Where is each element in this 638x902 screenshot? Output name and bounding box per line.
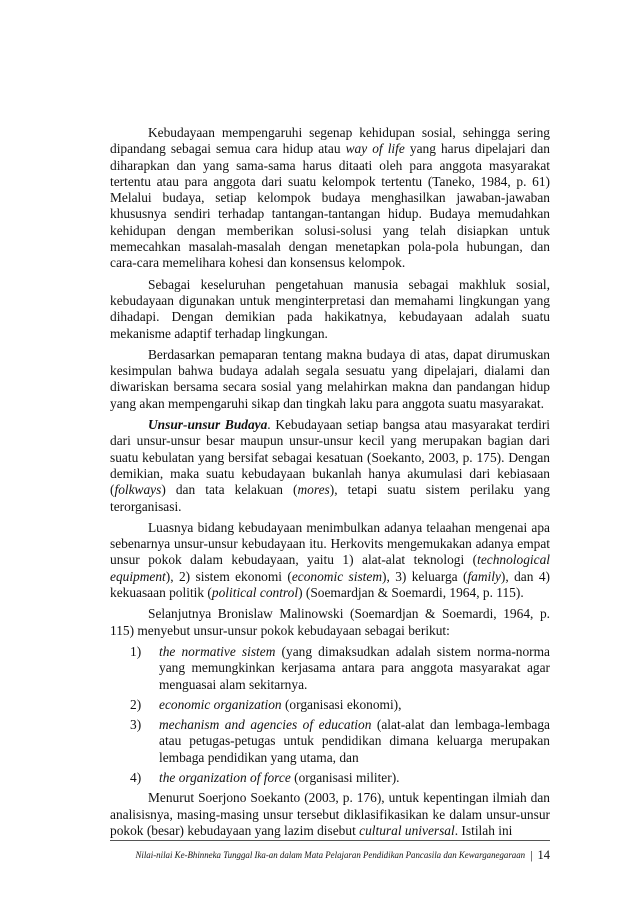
list-number: 2): [130, 696, 142, 712]
list-number: 3): [130, 717, 142, 733]
numbered-list: [110, 644, 550, 786]
italic-term: folkways: [114, 482, 162, 498]
paragraph-4: [110, 417, 550, 515]
text: ), dan 4) kekuasaan politik (: [110, 568, 550, 601]
italic-term: political control: [211, 585, 299, 601]
paragraph-2: Sebagai keseluruhan pengetahuan manusia sebagai makhluk sosial, kebudayaan digunakan untuk menginterpretasi dan memahami lingkungan yang dihadapi. Dengan demikian pada hakikatnya, kebudayaan adalah suatu mekanisme adaptif terhadap lingkungan.: [110, 276, 550, 341]
text: ), tetapi suatu sistem perilaku yang terorganisasi.: [110, 482, 550, 514]
list-item: [110, 697, 550, 713]
footer-separator: |: [530, 847, 533, 862]
list-text: (yang dimaksudkan adalah sistem norma-norma yang memungkinkan kerjasama antara para anggota masyarakat agar menguasai alam sekitarnya.: [159, 643, 550, 692]
text: ), 3) keluarga (: [382, 568, 468, 584]
italic-term: economic sistem: [291, 568, 382, 584]
italic-term: technological equipment: [110, 552, 550, 584]
italic-term: mechanism and agencies of education: [159, 717, 372, 733]
text: . Kebudayaan setiap bangsa atau masyarakat terdiri dari unsur-unsur besar maupun unsur-unsur kecil yang merupakan bagian dari suatu kebulatan yang bersifat sebagai kesatuan (Soekanto, 2003, p. 175). Dengan demikian, maka suatu kebudayaan bukanlah hanya akumulasi dari kebiasaan (: [110, 417, 551, 498]
italic-term: the organization of force: [159, 769, 291, 785]
paragraph-5: [110, 520, 550, 601]
list-text: (organisasi militer).: [290, 769, 400, 785]
paragraph-1: [110, 125, 550, 272]
text: ), 2) sistem ekonomi (: [165, 568, 292, 584]
page-number: 14: [537, 847, 550, 862]
footer-title: Nilai-nilai Ke-Bhinneka Tunggal Ika-an dalam Mata Pelajaran Pendidikan Pancasila dan Kewarganegaraan: [135, 850, 526, 860]
list-text: (organisasi ekonomi),: [281, 696, 402, 712]
list-item: [110, 644, 550, 693]
paragraph-7: [110, 790, 550, 839]
list-number: 4): [130, 769, 142, 785]
footer-divider: [110, 840, 550, 841]
text: yang harus dipelajari dan diharapkan dan yang sama-sama harus ditaati oleh para anggota masyarakat tertentu atau para anggota dari suatu kelompok tertentu (Taneko, 1984, p. 61) Melalui budaya, setiap kelompok budaya menghasilkan jawaban-jawaban khususnya sendiri terhadap tantangan-tantangan hidup. Budaya memudahkan kehidupan dengan memberikan solusi-solusi yang telah disiapkan untuk memecahkan masalah-masalah dengan menetapkan pola-pola hubungan, dan cara-cara memelihara kohesi dan konsensus kelompok.: [110, 141, 550, 271]
paragraph-6: Selanjutnya Bronislaw Malinowski (Soemardjan & Soemardi, 1964, p. 115) menyebut unsur-unsur pokok kebudayaan sebagai berikut:: [110, 606, 550, 638]
list-text: (alat-alat dan lembaga-lembaga atau petugas-petugas untuk pendidikan dimana keluarga merupakan lembaga pendidikan yang utama, dan: [159, 717, 550, 765]
page-body: [110, 125, 550, 844]
italic-term: the normative sistem: [159, 643, 276, 659]
italic-term: cultural universal: [359, 822, 455, 838]
italic-term: way of life: [345, 141, 405, 157]
text: Kebudayaan mempengaruhi segenap kehidupan sosial, sehingga sering dipandang sebagai semua cara hidup atau: [110, 125, 550, 157]
text: ) dan tata kelakuan (: [161, 482, 298, 498]
italic-term: mores: [297, 482, 330, 498]
page-footer: [110, 847, 550, 863]
list-item: [110, 717, 550, 766]
text: Luasnya bidang kebudayaan menimbulkan adanya telaahan mengenai apa sebenarnya unsur-unsur kebudayaan itu. Herkovits mengemukakan adanya empat unsur pokok dalam kebudayaan, yaitu 1) alat-alat teknologi (: [110, 519, 550, 568]
italic-term: family: [467, 568, 501, 584]
section-heading: Unsur-unsur Budaya: [148, 417, 268, 433]
italic-term: economic organization: [159, 696, 282, 712]
text: ) (Soemardjan & Soemardi, 1964, p. 115).: [298, 585, 524, 601]
paragraph-3: Berdasarkan pemaparan tentang makna budaya di atas, dapat dirumuskan kesimpulan bahwa budaya adalah segala sesuatu yang dipelajari, dialami dan diwariskan bersama secara sosial yang melahirkan makna dan pandangan hidup yang akan mempengaruhi sikap dan tingkah laku para anggota suatu masyarakat.: [110, 346, 550, 411]
text: Menurut Soerjono Soekanto (2003, p. 176), untuk kepentingan ilmiah dan analisisnya, masing-masing unsur tersebut diklasifikasikan ke dalam unsur-unsur pokok (besar) kebudayaan yang lazim disebut: [110, 790, 550, 838]
list-item: [110, 770, 550, 786]
list-number: 1): [130, 643, 142, 659]
text: . Istilah ini: [454, 822, 513, 838]
